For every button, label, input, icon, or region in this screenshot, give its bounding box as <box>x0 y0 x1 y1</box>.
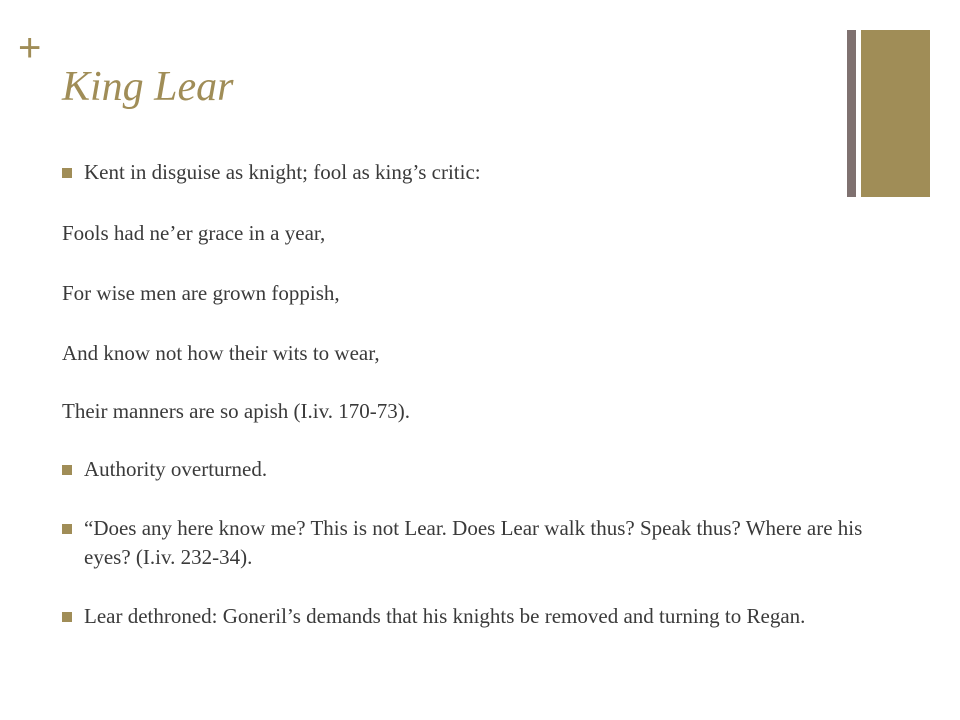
quote-line <box>62 279 340 308</box>
bullet-square-icon <box>62 168 72 178</box>
bullet-text: Lear dethroned: Goneril’s demands that his knights be removed and turning to Regan. <box>84 604 806 628</box>
bullet-text: Kent in disguise as knight; fool as king’s critic: <box>84 160 481 184</box>
quote-line <box>62 219 325 248</box>
bullet-square-icon <box>62 612 72 622</box>
quote-text: And know not how their wits to wear, <box>62 341 380 365</box>
quote-text: Fools had ne’er grace in a year, <box>62 221 326 245</box>
bullet-text: “Does any here know me? This is not Lear. Does Lear walk thus? Speak thus? Where are his eyes? (I.iv. 232-34). <box>84 516 863 569</box>
quote-text: Their manners are so apish (I.iv. 170-73). <box>62 399 410 423</box>
bullet-item <box>62 455 894 484</box>
bullet-item <box>62 602 894 631</box>
bullet-square-icon <box>62 524 72 534</box>
bullet-square-icon <box>62 465 72 475</box>
quote-line <box>62 397 410 426</box>
bullet-item <box>62 158 894 187</box>
quote-text: For wise men are grown foppish, <box>62 281 340 305</box>
quote-line <box>62 339 380 368</box>
bullet-item <box>62 514 894 572</box>
bullet-text: Authority overturned. <box>84 457 268 481</box>
plus-icon: + <box>18 26 42 70</box>
slide-title: King Lear <box>62 64 234 110</box>
